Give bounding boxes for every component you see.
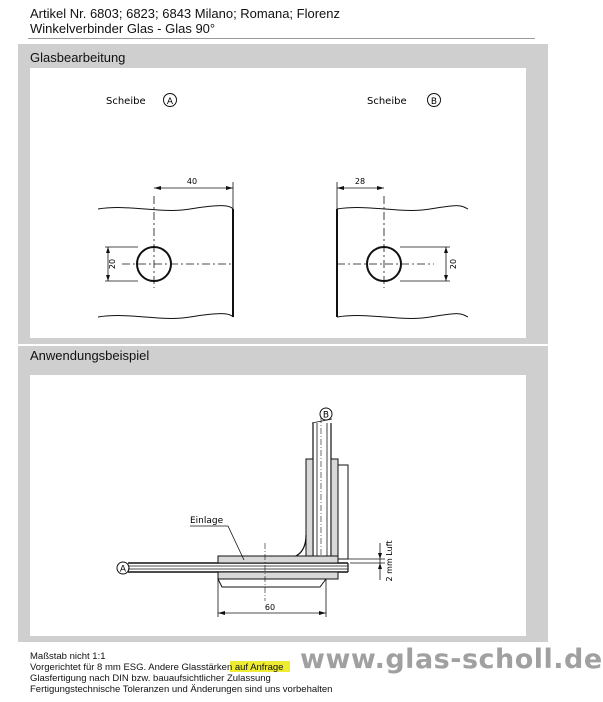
pane-a-dim-20: 20 (108, 258, 117, 270)
footer-notes (30, 651, 332, 695)
pane-b-top-break-line (337, 206, 468, 211)
einlage-label: Einlage (190, 516, 224, 526)
clamp-right-vertical (331, 459, 338, 559)
horizontal-pane-a (128, 563, 348, 572)
outer-cover-vertical (338, 465, 348, 559)
clamp-bottom-horizontal (218, 572, 338, 579)
anwendungsbeispiel-title: Anwendungsbeispiel (30, 348, 150, 363)
glasbearbeitung-title: Glasbearbeitung (30, 50, 126, 65)
clamp-top-horizontal (218, 556, 338, 563)
pane-b-drawing (337, 94, 468, 319)
bottom-cover (218, 579, 326, 587)
einlage-leader (228, 526, 244, 560)
luft-label: 2 mm Luft (385, 540, 394, 582)
pane-b-dim-28: 28 (354, 177, 366, 186)
clamp-left-vertical (306, 459, 313, 559)
header-divider (28, 38, 535, 39)
anwendungsbeispiel-section (18, 346, 548, 642)
pane-a-top-break-line (98, 206, 233, 211)
pane-a-drawing (98, 94, 233, 319)
glass-processing-drawing (30, 68, 526, 338)
website-watermark: www.glas-scholl.de (300, 644, 603, 675)
application-example-drawing (30, 375, 526, 636)
pane-b-label: Scheibe (367, 96, 407, 107)
connector-bend (220, 535, 306, 559)
pane-b-bottom-break-line (337, 314, 468, 319)
footer-line-scale: Maßstab nicht 1:1 (30, 651, 106, 662)
glasbearbeitung-section (18, 44, 548, 344)
glasbearbeitung-drawing-sheet (30, 68, 526, 338)
footer-line-din: Glasfertigung nach DIN bzw. bauaufsichtlicher Zulassung (30, 673, 271, 684)
label-a-letter: A (119, 564, 127, 575)
pane-a-bottom-break-line (98, 314, 233, 319)
product-subtitle: Winkelverbinder Glas - Glas 90° (30, 21, 216, 36)
anwendungsbeispiel-drawing-sheet (30, 375, 526, 636)
pane-a-marker-letter: A (166, 97, 174, 107)
footer-line-tolerances: Fertigungstechnische Toleranzen und Änderungen sind uns vorbehalten (30, 684, 333, 695)
footer-line-esg: Vorgerichtet für 8 mm ESG. Andere Glasstärken auf Anfrage (30, 662, 284, 673)
pane-b-marker-letter: B (430, 97, 438, 107)
article-number-heading: Artikel Nr. 6803; 6823; 6843 Milano; Romana; Florenz (30, 6, 341, 21)
pane-b-dim-20: 20 (449, 258, 458, 270)
vertical-pane-b (312, 417, 332, 559)
width-dim-60: 60 (264, 603, 276, 612)
pane-a-dim-40: 40 (186, 177, 198, 186)
pane-a-label: Scheibe (106, 96, 146, 107)
label-b-letter: B (322, 410, 330, 421)
